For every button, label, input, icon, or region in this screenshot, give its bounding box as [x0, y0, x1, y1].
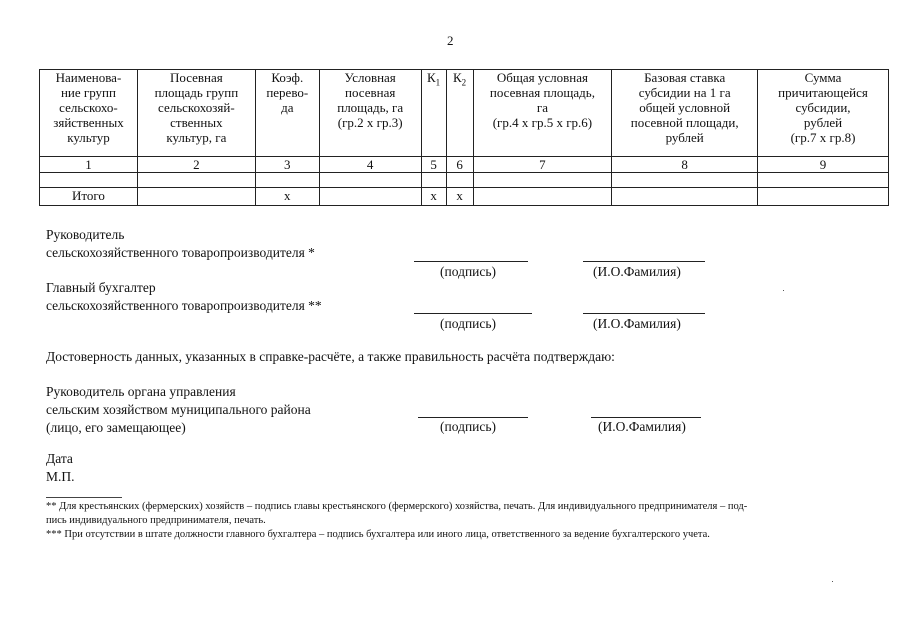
chief-accountant-title: Главный бухгалтер сельскохозяйственного товаропроизводителя **	[46, 280, 322, 313]
total-row	[40, 188, 889, 206]
footnote: ** Для крестьянских (фермерских) хозяйств – подпись главы крестьянского (фермерского) хозяйства, печать. Для индивидуального предпринимателя – под-	[46, 501, 748, 512]
name-caption: (И.О.Фамилия)	[598, 419, 686, 434]
table-cell: х	[421, 188, 446, 206]
total-label: Итого	[40, 188, 138, 206]
footnote: пись индивидуального предпринимателя, печать.	[46, 515, 266, 526]
header-subsidy-sum: Сумма причитающейся субсидии, рублей (гр.7 х гр.8)	[758, 70, 889, 157]
table-cell	[421, 173, 446, 188]
table-cell	[473, 173, 612, 188]
column-number: 8	[612, 157, 758, 173]
table-cell	[319, 188, 421, 206]
table-cell	[40, 173, 138, 188]
subsidy-calculation-table	[39, 69, 889, 206]
table-header-row	[40, 70, 889, 157]
column-number: 5	[421, 157, 446, 173]
table-cell	[612, 188, 758, 206]
column-number-row	[40, 157, 889, 173]
table-cell: х	[255, 188, 319, 206]
footnote-divider	[46, 497, 122, 498]
table-cell	[137, 188, 255, 206]
date-label: Дата	[46, 451, 73, 466]
table-cell	[758, 188, 889, 206]
column-number: 3	[255, 157, 319, 173]
table-cell	[137, 173, 255, 188]
table-cell	[319, 173, 421, 188]
signature-line	[414, 313, 532, 314]
signature-caption: (подпись)	[440, 264, 497, 279]
header-conversion-coef: Коэф. перево- да	[255, 70, 319, 157]
column-number: 7	[473, 157, 612, 173]
footnotes	[46, 500, 876, 542]
confirmation-statement: Достоверность данных, указанных в справке-расчёте, а также правильность расчёта подтверждаю:	[46, 349, 615, 364]
table-cell	[446, 173, 473, 188]
name-line	[583, 261, 705, 262]
table-cell	[758, 173, 889, 188]
name-caption: (И.О.Фамилия)	[593, 264, 681, 279]
name-line	[583, 313, 705, 314]
header-k2: $К_2$	[446, 70, 473, 157]
header-sown-area: Посевная площадь групп сельскохозяй- ственных культур, га	[137, 70, 255, 157]
header-crop-group: Наименова- ние групп сельскохо- зяйственных культур	[40, 70, 138, 157]
column-number: 4	[319, 157, 421, 173]
signature-caption: (подпись)	[440, 419, 497, 434]
table-cell	[255, 173, 319, 188]
signature-caption: (подпись)	[440, 316, 497, 331]
stamp-label: М.П.	[46, 469, 75, 484]
header-conditional-area: Условная посевная площадь, га (гр.2 х гр.3)	[319, 70, 421, 157]
table-cell: х	[446, 188, 473, 206]
name-caption: (И.О.Фамилия)	[593, 316, 681, 331]
table-cell	[473, 188, 612, 206]
head-signature-title: Руководитель сельскохозяйственного товаропроизводителя *	[46, 227, 315, 260]
header-total-conditional-area: Общая условная посевная площадь, га (гр.4 х гр.5 х гр.6)	[473, 70, 612, 157]
footnote: *** При отсутствии в штате должности главного бухгалтера – подпись бухгалтера или иного лица, ответственного за ведение бухгалтерского учета.	[46, 529, 710, 540]
column-number: 6	[446, 157, 473, 173]
table-cell	[612, 173, 758, 188]
header-k1: $К_1$	[421, 70, 446, 157]
municipal-head-title: Руководитель органа управления сельским хозяйством муниципального района (лицо, его замещающее)	[46, 384, 311, 435]
scan-speck	[832, 581, 833, 582]
column-number: 1	[40, 157, 138, 173]
signature-line	[414, 261, 528, 262]
signature-line	[418, 417, 528, 418]
column-number: 9	[758, 157, 889, 173]
header-base-rate: Базовая ставка субсидии на 1 га общей условной посевной площади, рублей	[612, 70, 758, 157]
column-number: 2	[137, 157, 255, 173]
scan-speck	[783, 290, 784, 291]
name-line	[591, 417, 701, 418]
page-number: 2	[447, 33, 454, 48]
table-row	[40, 173, 889, 188]
